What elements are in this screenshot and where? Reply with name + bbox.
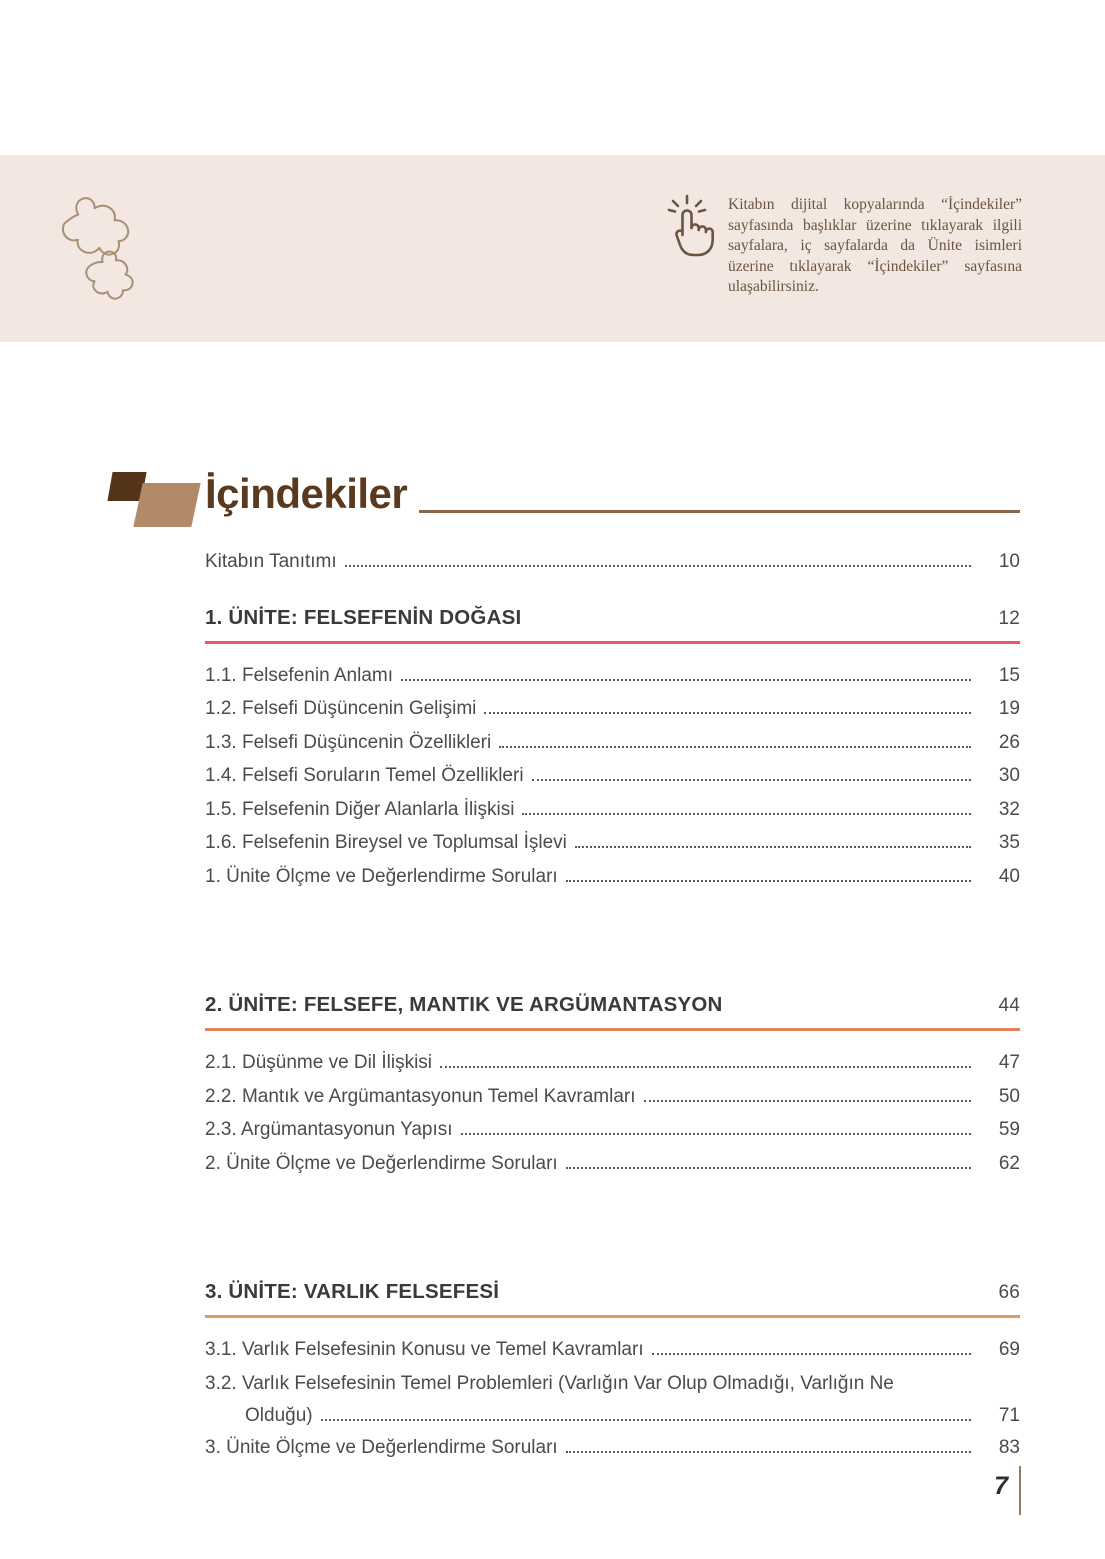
puzzle-pieces-icon (46, 183, 146, 313)
dotted-leader (644, 1100, 971, 1102)
unit-items (205, 659, 1020, 894)
toc-item-page: 40 (998, 865, 1020, 887)
toc-item-label: 1.6. Felsefenin Bireysel ve Toplumsal İşlevi (205, 832, 567, 853)
toc-item-intro[interactable] (205, 545, 1020, 579)
toc-item-page: 47 (998, 1052, 1020, 1073)
title-decor-square-tan (133, 483, 200, 527)
toc-item-label: 1. Ünite Ölçme ve Değerlendirme Soruları (205, 865, 558, 887)
toc-item-label: 1.3. Felsefi Düşüncenin Özellikleri (205, 731, 492, 753)
folio-page-number: 7 (994, 1472, 1008, 1500)
dotted-leader (522, 813, 971, 815)
toc-item-page: 62 (998, 1152, 1020, 1174)
unit-heading-label: 2. ÜNİTE: FELSEFE, MANTIK VE ARGÜMANTASYON (205, 993, 723, 1016)
toc-item-page: 83 (998, 1437, 1020, 1458)
toc-item-label: 2.3. Argümantasyonun Yapısı (205, 1119, 453, 1140)
unit-section (205, 603, 1020, 894)
dotted-leader (321, 1419, 971, 1421)
toc-item[interactable] (205, 1046, 1020, 1080)
toc-item-page: 30 (998, 765, 1020, 786)
unit-heading-page: 44 (998, 995, 1020, 1016)
dotted-leader (401, 679, 971, 681)
unit-heading-label: 1. ÜNİTE: FELSEFENİN DOĞASI (205, 605, 522, 629)
unit-items (205, 1333, 1020, 1465)
title-rule (419, 510, 1020, 513)
toc-item-label: 3.1. Varlık Felsefesinin Konusu ve Temel Kavramları (205, 1339, 644, 1360)
toc-item-label: Kitabın Tanıtımı (205, 551, 337, 572)
page-title: İçindekiler (205, 470, 408, 517)
toc-item[interactable] (205, 1080, 1020, 1114)
toc-item[interactable] (205, 1333, 1020, 1367)
toc-item[interactable] (205, 1113, 1020, 1147)
dotted-leader (575, 846, 971, 848)
toc-item[interactable] (205, 759, 1020, 793)
toc-item-page: 50 (998, 1085, 1020, 1107)
toc-item-label: 1.5. Felsefenin Diğer Alanlarla İlişkisi (205, 798, 515, 820)
toc-item-page: 15 (998, 664, 1020, 686)
toc-item[interactable] (205, 793, 1020, 827)
units (205, 603, 1020, 1465)
toc-item-label: 1.4. Felsefi Soruların Temel Özellikleri (205, 765, 524, 786)
dotted-leader (652, 1353, 971, 1355)
dotted-leader (566, 880, 971, 882)
folio-rule (1019, 1466, 1021, 1515)
dotted-leader (532, 779, 971, 781)
toc-item-page: 35 (998, 832, 1020, 853)
toc-item[interactable] (205, 1367, 1020, 1432)
toc-item[interactable] (205, 692, 1020, 726)
header-band (0, 155, 1105, 342)
toc-item-page: 10 (998, 551, 1020, 572)
toc-item-page: 71 (998, 1405, 1020, 1426)
toc-item-label-line2: Olduğu) (245, 1405, 313, 1426)
unit-heading[interactable] (205, 990, 1020, 1021)
unit-heading[interactable] (205, 603, 1020, 634)
toc-item-label-line1: 3.2. Varlık Felsefesinin Temel Problemleri (Varlığın Var Olup Olmadığı, Varlığın Ne (205, 1372, 894, 1394)
toc-item[interactable] (205, 860, 1020, 894)
toc-item-label: 2.1. Düşünme ve Dil İlişkisi (205, 1052, 433, 1073)
dotted-leader (566, 1167, 971, 1169)
toc-item[interactable] (205, 826, 1020, 860)
toc-item-label: 1.1. Felsefenin Anlamı (205, 664, 393, 686)
toc-item[interactable] (205, 659, 1020, 693)
toc-item-page: 59 (998, 1119, 1020, 1140)
toc-item-page: 26 (998, 731, 1020, 753)
toc-item-label: 1.2. Felsefi Düşüncenin Gelişimi (205, 698, 477, 719)
unit-accent-rule (205, 1315, 1020, 1318)
toc-item-page: 19 (998, 698, 1020, 719)
digital-copy-note: Kitabın dijital kopyalarında “İçindekiler” sayfasında başlıklar üzerine tıklayarak ilgili sayfalara, iç sayfalarda da Ünite isimleri üzerine tıklayarak “İçindekiler” sayfasına ulaşabilirsiniz. (728, 196, 1022, 295)
toc-item-label: 3. Ünite Ölçme ve Değerlendirme Soruları (205, 1437, 558, 1458)
dotted-leader (566, 1451, 971, 1453)
title-block (108, 468, 1023, 530)
toc-item[interactable] (205, 726, 1020, 760)
unit-section (205, 1277, 1020, 1465)
unit-accent-rule (205, 641, 1020, 644)
unit-section (205, 990, 1020, 1180)
unit-heading-page: 66 (998, 1282, 1020, 1303)
toc-item-page: 32 (998, 798, 1020, 820)
toc-item[interactable] (205, 1147, 1020, 1181)
unit-items (205, 1046, 1020, 1180)
dotted-leader (484, 712, 971, 714)
unit-heading-page: 12 (998, 607, 1020, 629)
toc-item-label: 2. Ünite Ölçme ve Değerlendirme Soruları (205, 1152, 558, 1174)
dotted-leader (499, 746, 971, 748)
dotted-leader (440, 1066, 971, 1068)
toc-item-page: 69 (998, 1339, 1020, 1360)
dotted-leader (461, 1133, 971, 1135)
unit-heading-label: 3. ÜNİTE: VARLIK FELSEFESİ (205, 1280, 500, 1303)
unit-heading[interactable] (205, 1277, 1020, 1308)
hand-click-icon (660, 193, 718, 257)
toc-item-label: 2.2. Mantık ve Argümantasyonun Temel Kavramları (205, 1085, 636, 1107)
unit-accent-rule (205, 1028, 1020, 1031)
table-of-contents (205, 545, 1020, 1465)
dotted-leader (345, 565, 971, 567)
toc-item[interactable] (205, 1431, 1020, 1465)
